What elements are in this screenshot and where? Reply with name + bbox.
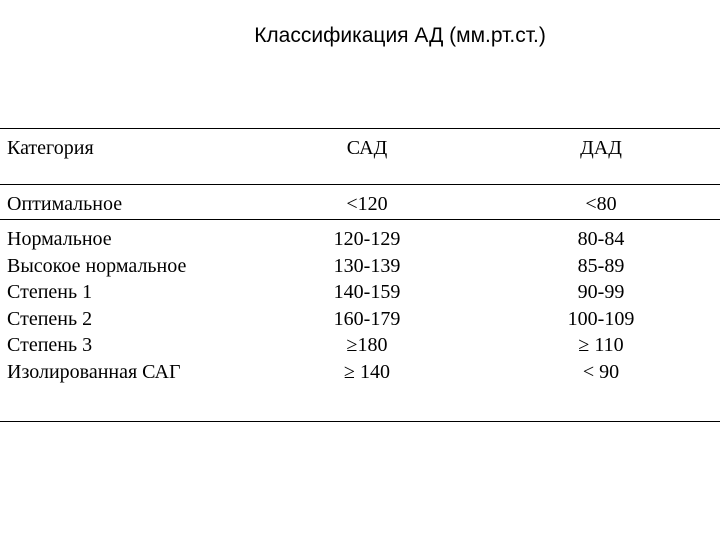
header-bottom-rule	[0, 184, 720, 185]
category-column	[7, 226, 186, 386]
table-top-rule	[0, 128, 720, 129]
table-row-dad: 85-89	[577, 254, 625, 277]
table-row-dad: < 90	[582, 360, 620, 383]
sad-column	[259, 226, 475, 386]
optimal-category: Оптимальное	[7, 193, 123, 215]
table-row-dad: 100-109	[567, 307, 635, 330]
header-sad: САД	[346, 137, 388, 159]
table-row-dad: 80-84	[577, 228, 625, 250]
header-dad: ДАД	[580, 137, 622, 159]
table-row-category: Высокое нормальное	[7, 254, 187, 277]
dad-column	[484, 226, 718, 386]
table-row-sad: ≥180	[346, 334, 388, 357]
table-bottom-rule	[0, 421, 720, 422]
table-row-category: Степень 2	[7, 307, 93, 330]
table-row-sad: ≥ 140	[344, 360, 390, 383]
table-row-category: Нормальное	[7, 228, 112, 250]
table-row-dad: ≥ 110	[578, 334, 624, 357]
table-row-category: Изолированная САГ	[7, 360, 181, 383]
table-row-sad: 130-139	[333, 254, 401, 277]
optimal-dad: <80	[585, 193, 617, 215]
table-row-sad: 160-179	[333, 307, 401, 330]
table-row-category: Степень 3	[7, 334, 93, 357]
header-category: Категория	[7, 137, 94, 159]
table-row-category: Степень 1	[7, 281, 93, 304]
table-row-sad: 140-159	[333, 281, 401, 304]
optimal-bottom-rule	[0, 219, 720, 220]
table-row-sad: 120-129	[333, 228, 401, 250]
optimal-sad: <120	[346, 193, 388, 215]
page-title: Классификация АД (мм.рт.ст.)	[254, 24, 546, 47]
table-row-dad: 90-99	[577, 281, 625, 304]
